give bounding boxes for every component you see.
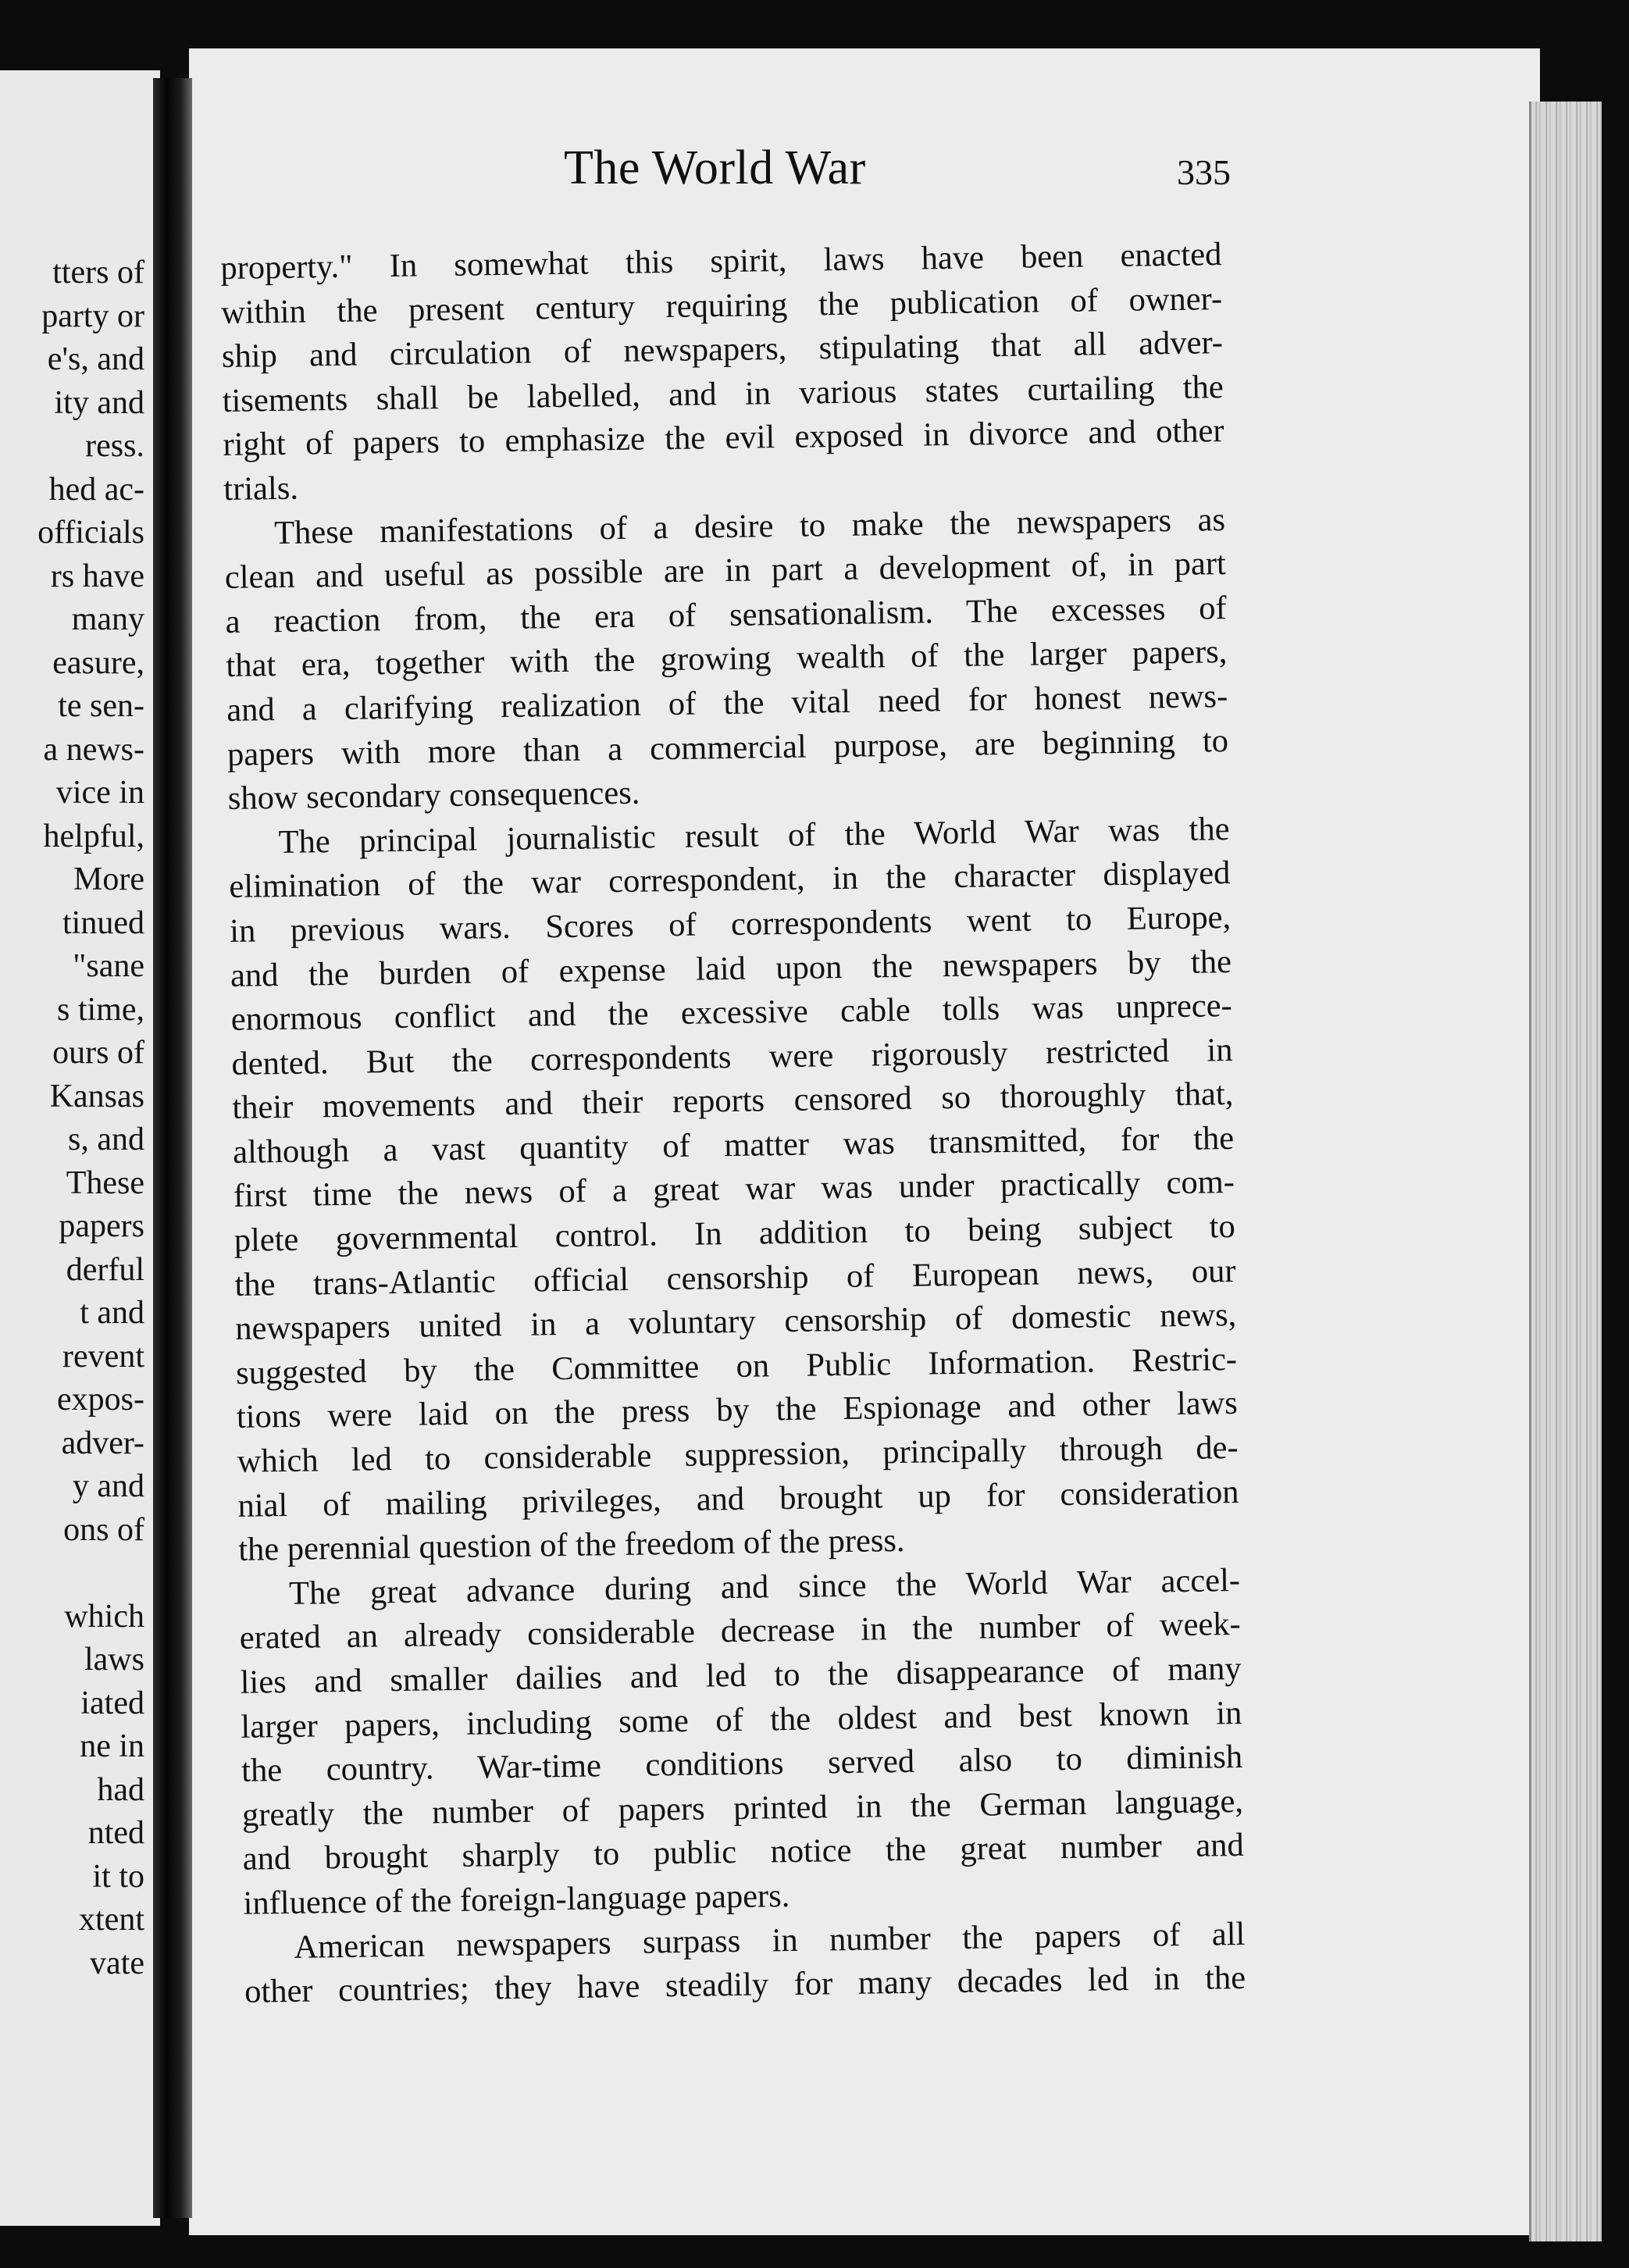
left-line: ours of [52,1035,144,1071]
text-line: newspapers united in a voluntary censorship of domestic news, [235,1296,1237,1348]
left-line: te sen- [58,688,144,724]
page-edges [1529,102,1602,2241]
text-line: the trans-Atlantic official censorship of European news, our [234,1252,1236,1303]
left-line: s time, [57,991,144,1028]
text-line: show secondary consequences. [227,774,640,818]
text-line: greatly the number of papers printed in the German language, [241,1782,1244,1834]
text-line: and the burden of expense laid upon the newspapers by the [230,943,1232,994]
left-line: laws [84,1642,144,1678]
text-line: right of papers to emphasize the evil exposed in divorce and other [223,412,1224,464]
left-page-text [0,251,144,1985]
left-line: which [64,1598,144,1635]
left-line [0,1552,144,1596]
left-line: s, and [68,1122,144,1157]
left-line: had [97,1771,144,1808]
text-line: erated an already considerable decrease in the number of week- [239,1606,1242,1657]
left-line: papers [59,1208,144,1244]
left-line: rs have [50,558,144,594]
text-line: and a clarifying realization of the vital need for honest news- [226,677,1228,729]
text-line: The great advance during and since the World War accel- [288,1561,1241,1612]
text-line: a reaction from, the era of sensationalism. The excesses of [225,589,1227,640]
text-line: clean and useful as possible are in part a development of, in part [224,545,1227,597]
text-line: although a vast quantity of matter was transmitted, for the [232,1119,1235,1171]
body-text [220,233,1246,2014]
left-line: revent [62,1338,144,1375]
left-line: vice in [55,775,144,811]
text-line: and brought sharply to public notice the great number and [242,1827,1245,1878]
text-line: tions were laid on the press by the Espionage and other laws [236,1385,1239,1436]
left-line: iated [80,1685,144,1721]
text-line: the perennial question of the freedom of the press. [237,1522,905,1569]
running-head: The World War [564,141,866,194]
text-line: which led to considerable suppression, principally through de- [237,1428,1239,1480]
left-line: tinued [62,904,144,941]
text-line: first time the news of a great war was under practically com- [233,1164,1235,1215]
left-line: Kansas [49,1078,144,1114]
left-line: y and [72,1468,144,1504]
left-line: ons of [63,1511,144,1548]
left-line: hed ac- [48,471,144,508]
page-number: 335 [1177,152,1231,192]
text-line: influence of the foreign-language papers. [243,1877,790,1922]
text-line: dented. But the correspondents were rigorously restricted in [231,1031,1233,1082]
left-line: easure, [52,644,144,681]
text-line: ship and circulation of newspapers, stipulating that all adver- [221,324,1224,376]
text-line: their movements and their reports censored so thoroughly that, [232,1075,1234,1127]
text-line: suggested by the Committee on Public Information. Restric- [235,1340,1238,1392]
text-line: lies and smaller dailies and led to the disappearance of many [240,1649,1242,1701]
text-line: other countries; they have steadily for many decades led in the [244,1960,1246,2010]
text-line: that era, together with the growing wealth of the larger papers, [226,633,1228,685]
left-line: xtent [79,1902,144,1938]
text-line: larger papers, including some of the oldest and best known in [241,1694,1242,1746]
text-line: enormous conflict and the excessive cable tolls was unprece- [230,987,1233,1038]
left-line: These [66,1164,144,1201]
left-line: e's, and [47,341,144,377]
left-line: t and [80,1295,144,1331]
left-line: officials [37,515,144,551]
left-line: More [73,861,144,897]
left-line: nted [87,1815,144,1851]
text-line: nial of mailing privileges, and brought up for consideration [237,1473,1239,1524]
left-line: ress. [85,428,144,464]
text-line: property." In somewhat this spirit, laws have been enacted [220,236,1222,287]
left-line: party or [41,298,144,334]
left-line: it to [92,1858,144,1895]
left-line: ity and [54,384,144,421]
text-line: The principal journalistic result of the World War was the [278,810,1230,861]
left-line: many [71,601,144,637]
left-line: tters of [52,255,144,291]
text-line: These manifestations of a desire to make the newspapers as [273,501,1226,551]
text-line: plete governmental control. In addition to being subject to [233,1208,1235,1259]
left-line: a news- [43,731,144,768]
left-facing-page [0,70,160,2226]
text-line: papers with more than a commercial purpose, are beginning to [226,722,1229,773]
text-line: American newspapers surpass in number the papers of all [294,1915,1246,1966]
book-gutter [153,78,192,2218]
text-line: the country. War-time conditions served also to diminish [241,1738,1243,1789]
text-line: tisements shall be labelled, and in various states curtailing the [222,368,1224,419]
left-line: helpful, [43,818,144,854]
left-line: derful [66,1251,144,1288]
text-line: in previous wars. Scores of correspondents went to Europe, [229,898,1232,950]
left-line: vate [90,1945,144,1981]
text-line: elimination of the war correspondent, in the character displayed [229,854,1231,906]
text-line: within the present century requiring the publication of owner- [220,280,1223,331]
page-header [189,141,1235,203]
left-line: "sane [73,948,144,984]
left-line: ne in [80,1728,144,1764]
text-line: trials. [223,469,299,508]
left-line: expos- [57,1382,144,1418]
left-line: adver- [61,1425,144,1461]
